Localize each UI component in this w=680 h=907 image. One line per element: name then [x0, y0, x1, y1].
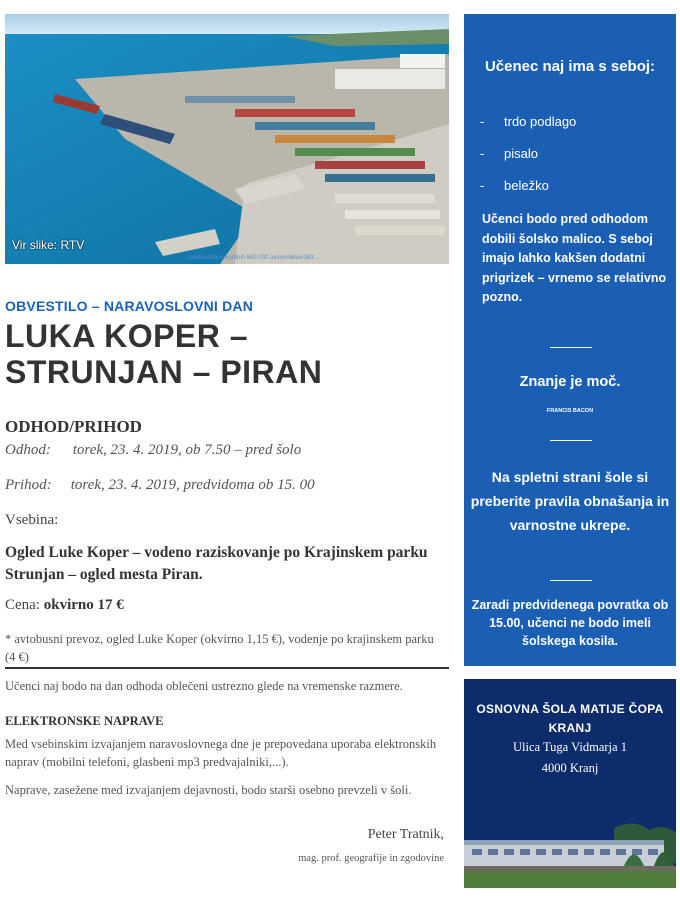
signature-title: mag. prof. geografije in zgodovine	[298, 853, 444, 864]
title-line-2: STRUNJAN – PIRAN	[5, 354, 323, 390]
divider	[5, 667, 449, 669]
price-line	[5, 597, 124, 614]
info-side-panel	[464, 14, 676, 666]
separator	[550, 440, 592, 441]
content-text: Ogled Luke Koper – vodeno raziskovanje po Krajinskem parku Strunjan – ogled mesta Piran.	[5, 544, 428, 583]
return-text: Zaradi predvidenega povratka ob 15.00, učenci ne bodo imeli šolskega kosila.	[471, 598, 669, 648]
list-item: - trdo podlago	[480, 114, 577, 129]
dash-bullet: -	[480, 146, 485, 161]
notice-kicker: OBVESTILO – NARAVOSLOVNI DAN	[5, 298, 254, 314]
photo-source-url[interactable]: ...pretovorila-rekordnih 600 000 avtomobilov/383...	[185, 255, 319, 261]
price-value: okvirno 17 €	[43, 597, 124, 613]
arrival-value: torek, 23. 4. 2019, predvidoma ob 15. 00	[70, 477, 315, 493]
arrival-line	[5, 477, 315, 494]
school-name: OSNOVNA ŠOLA MATIJE ČOPA KRANJ	[476, 702, 664, 735]
photo-credit: Vir slike: RTV	[12, 238, 85, 252]
list-item: - pisalo	[480, 146, 538, 161]
departure-value: torek, 23. 4. 2019, ob 7.50 – pred šolo	[72, 442, 302, 458]
devices-confiscation-text: Naprave, zasežene med izvajanjem dejavnosti, bodo starši osebno prevzeli v šoli.	[5, 783, 412, 797]
separator	[550, 347, 592, 348]
arrival-label: Prihod:	[5, 477, 52, 493]
quote-text: Znanje je moč.	[519, 374, 621, 390]
departure-line	[5, 442, 301, 459]
lunch-text: Učenci bodo pred odhodom dobili šolsko malico. S seboj imajo lahko kakšen dodatni prigrizek – vrnemo se relativno pozno.	[482, 212, 667, 304]
schedule-heading: ODHOD/PRIHOD	[5, 417, 142, 436]
devices-heading: ELEKTRONSKE NAPRAVE	[5, 714, 164, 728]
departure-label: Odhod:	[5, 442, 51, 458]
port-photo	[5, 14, 449, 264]
signature-name: Peter Tratnik,	[367, 827, 444, 842]
school-info-box	[464, 679, 676, 888]
page-title	[5, 318, 455, 390]
bring-heading: Učenec naj ima s seboj:	[484, 58, 656, 75]
list-item: - beležko	[480, 178, 549, 193]
content-label: Vsebina:	[5, 512, 59, 528]
school-address	[464, 737, 676, 779]
school-street: Ulica Tuga Vidmarja 1	[513, 740, 627, 754]
school-city: 4000 Kranj	[541, 761, 599, 775]
title-line-1: LUKA KOPER –	[5, 318, 249, 354]
price-label: Cena:	[5, 597, 44, 613]
devices-text: Med vsebinskim izvajanjem naravoslovnega dne je prepovedana uporaba elektronskih naprav (mobilni telefoni, glasbeni mp3 predvajalniki,...).	[5, 737, 437, 769]
clothing-note: Učenci naj bodo na dan odhoda oblečeni ustrezno glede na vremenske razmere.	[5, 679, 403, 693]
dash-bullet: -	[480, 178, 485, 193]
rules-text: Na spletni strani šole si preberite pravila obnašanja in varnostne ukrepe.	[470, 469, 670, 533]
bring-list	[480, 114, 576, 210]
separator	[550, 580, 592, 581]
quote-author: FRANCIS BACON	[546, 408, 594, 414]
dash-bullet: -	[480, 114, 485, 129]
school-building-image	[464, 818, 676, 888]
price-note: * avtobusni prevoz, ogled Luke Koper (okvirno 1,15 €), vodenje po krajinskem parku (4 €)	[5, 632, 434, 664]
